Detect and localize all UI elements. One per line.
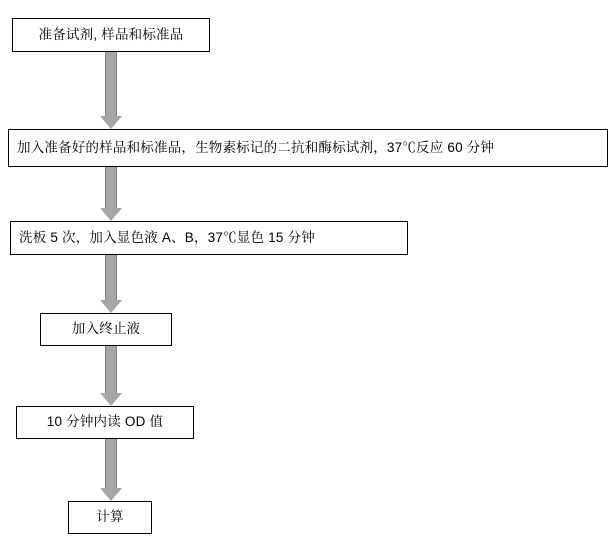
- flow-node-step6-label: 计算: [96, 509, 124, 525]
- flow-arrow-step3-step4: [100, 255, 122, 313]
- flow-arrow-step2-step3: [100, 167, 122, 221]
- flow-node-step5: [16, 406, 194, 439]
- flow-node-step4-label: 加入终止液: [71, 321, 141, 337]
- flow-node-step6: [68, 501, 152, 534]
- flow-node-step5-label: 10 分钟内读 OD 值: [46, 414, 164, 430]
- flow-node-step2-label: 加入准备好的样品和标准品，生物素标记的二抗和酶标试剂，37℃反应 60 分钟: [17, 139, 495, 155]
- flow-node-step2: [8, 129, 608, 167]
- flow-arrow-step1-step2: [100, 52, 122, 129]
- flow-node-step4: [40, 313, 172, 346]
- flow-arrow-step4-step5: [100, 346, 122, 406]
- flow-node-step3-label: 洗板 5 次，加入显色液 A、B，37℃显色 15 分钟: [19, 229, 315, 245]
- flow-node-step1-label: 准备试剂, 样品和标准品: [38, 26, 184, 42]
- flow-arrow-step5-step6: [100, 439, 122, 501]
- flow-node-step3: [10, 221, 408, 255]
- flow-node-step1: [12, 18, 210, 52]
